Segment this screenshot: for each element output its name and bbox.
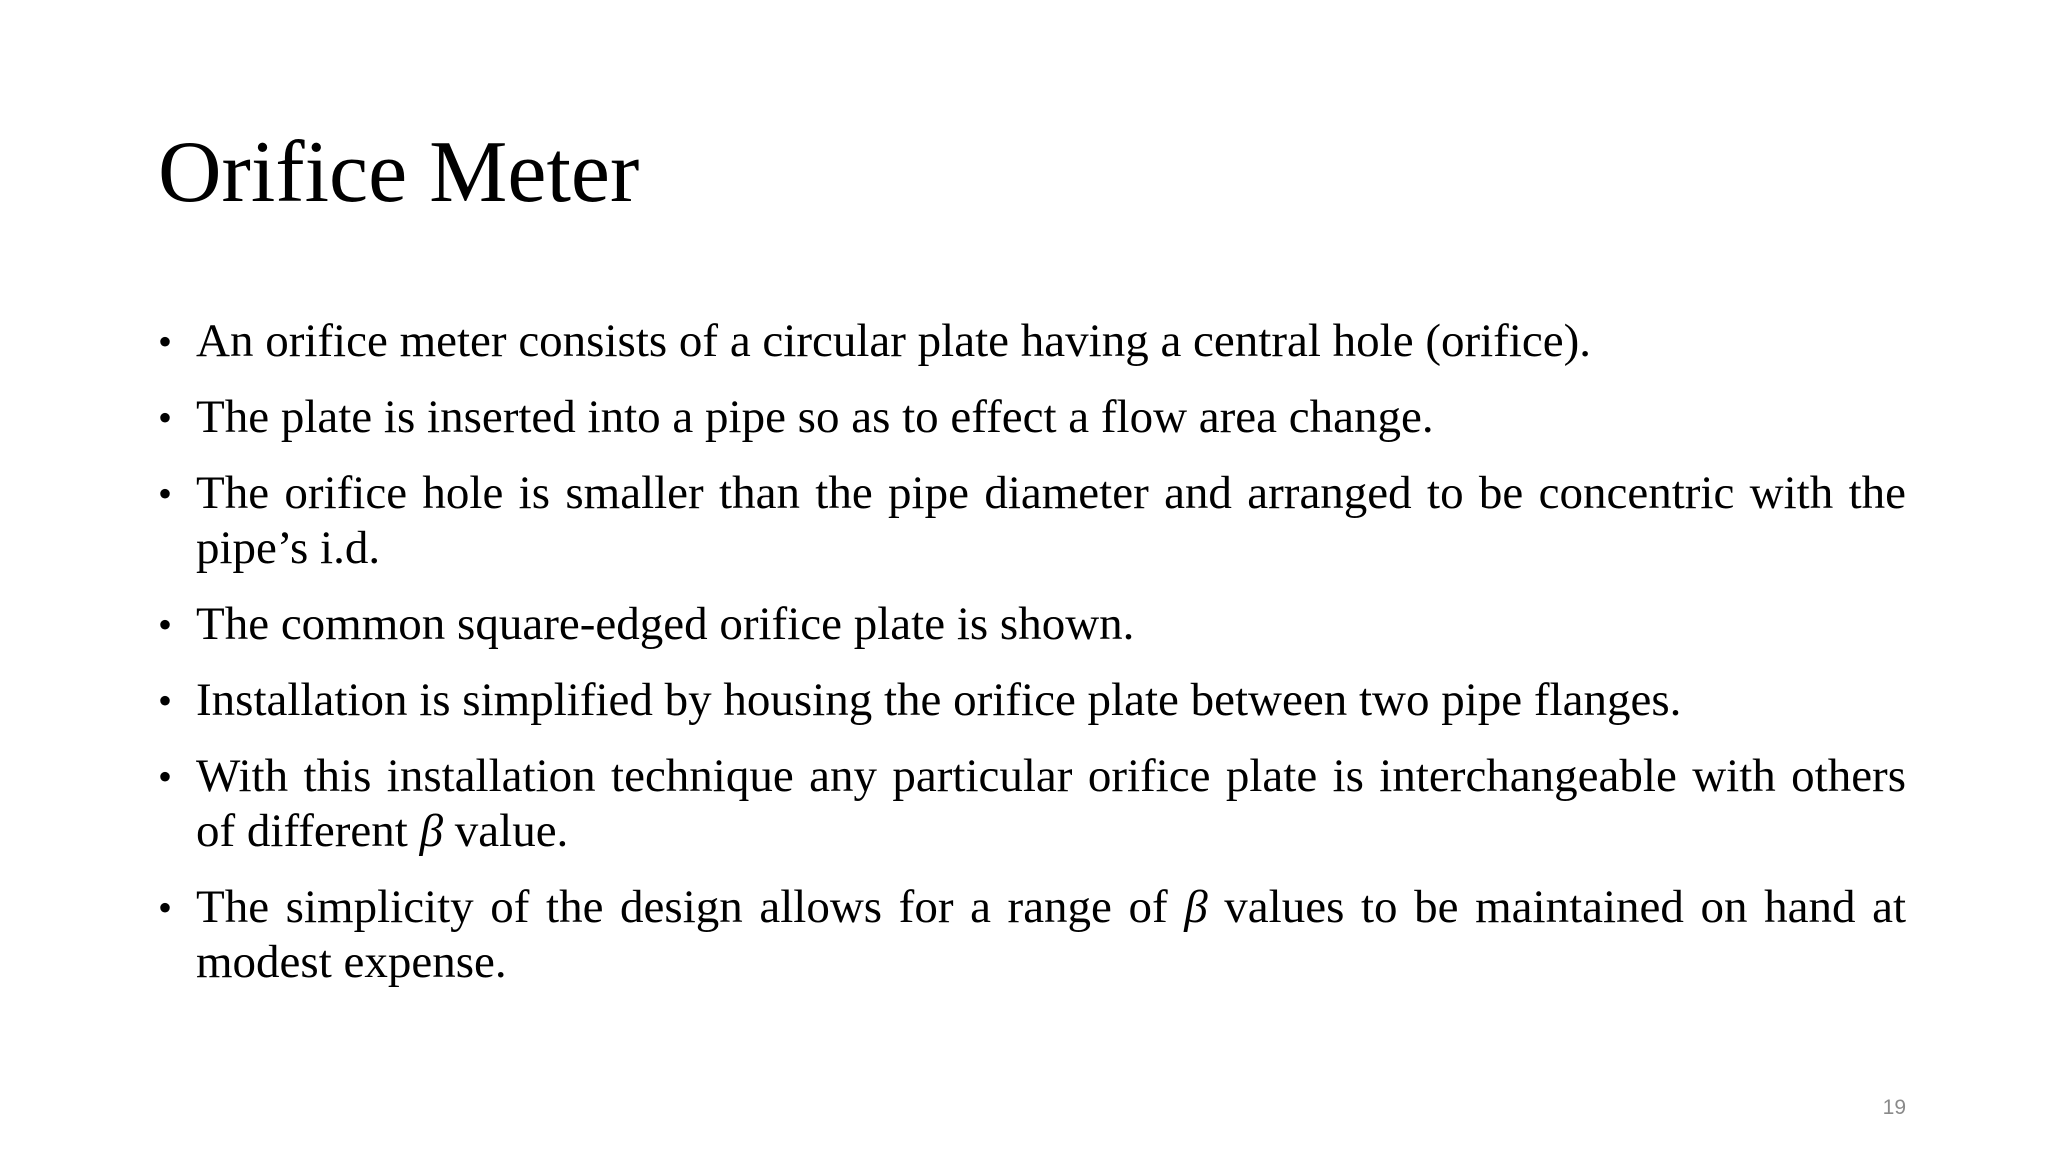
bullet-text-7b: values to be maintained on hand at modest expense. [196, 881, 1907, 988]
bullet-text-6b: value. [443, 805, 569, 857]
bullet-list [158, 314, 1906, 1011]
bullet-icon: • [158, 885, 173, 930]
bullet-text-3: The orifice hole is smaller than the pipe diameter and arranged to be concentric with the pipe’s i.d. [196, 467, 1906, 574]
bullet-item-6 [158, 749, 1906, 859]
bullet-item-1 [158, 314, 1906, 369]
beta-symbol: β [419, 805, 444, 857]
bullet-icon: • [158, 602, 173, 647]
bullet-item-7 [158, 880, 1906, 990]
bullet-item-2 [158, 390, 1906, 445]
bullet-text-5: Installation is simplified by housing the orifice plate between two pipe flanges. [196, 674, 1682, 726]
bullet-icon: • [158, 471, 173, 516]
bullet-icon: • [158, 678, 173, 723]
bullet-text-2: The plate is inserted into a pipe so as to effect a flow area change. [196, 391, 1434, 443]
bullet-icon: • [158, 319, 173, 364]
bullet-item-4 [158, 597, 1906, 652]
bullet-item-3 [158, 466, 1906, 576]
beta-symbol: β [1184, 881, 1208, 933]
page-number: 19 [1882, 1096, 1906, 1119]
bullet-icon: • [158, 754, 173, 799]
bullet-text-4: The common square-edged orifice plate is shown. [196, 598, 1135, 650]
bullet-icon: • [158, 395, 173, 440]
bullet-text-7a: The simplicity of the design allows for a range of [196, 881, 1185, 933]
bullet-text-6a: With this installation technique any particular orifice plate is interchangeable with others of different [196, 750, 1906, 857]
bullet-item-5 [158, 673, 1906, 728]
bullet-text-1: An orifice meter consists of a circular plate having a central hole (orifice). [196, 315, 1592, 367]
slide-title: Orifice Meter [158, 124, 640, 221]
